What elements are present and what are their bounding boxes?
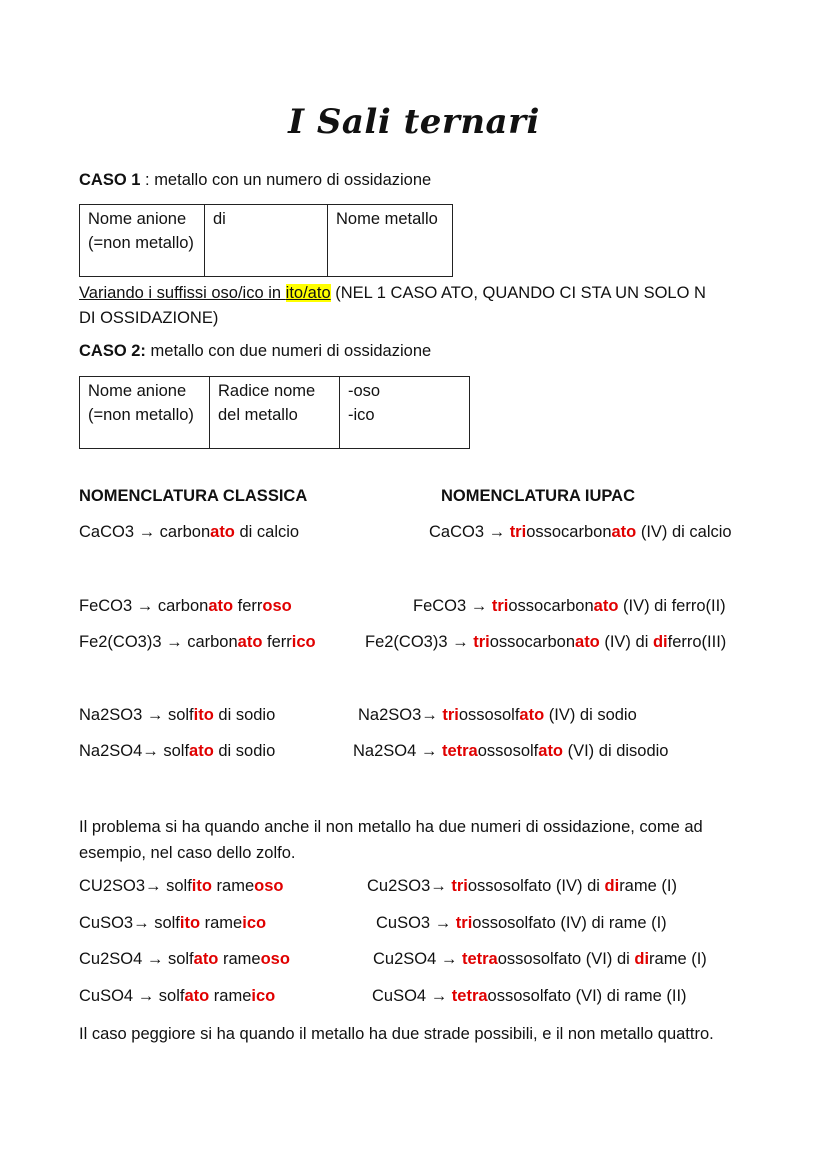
row-left: [79, 950, 290, 969]
caso2-text: metallo con due numeri di ossidazione: [145, 342, 432, 360]
suffix-highlight: tri: [455, 914, 473, 932]
formula-text: Na2SO4 →: [353, 742, 442, 760]
suffix-highlight: tri: [491, 597, 509, 615]
caso2-heading: [79, 342, 431, 361]
formula-text: ossosolfato (VI) di rame (II): [487, 987, 687, 1005]
row-right: [367, 877, 677, 896]
caso1-cell-anion: Nome anione (=non metallo): [80, 205, 205, 277]
formula-text: CuSO4 → solf: [79, 987, 185, 1005]
formula-text: ossosolfato (IV) di rame (I): [472, 914, 667, 932]
suffix-highlight: ito: [191, 877, 212, 895]
formula-text: Cu2SO3→: [367, 877, 452, 895]
caso1-label: CASO 1: [79, 171, 141, 189]
caso1-cell-metal: Nome metallo: [328, 205, 453, 277]
row-left: [79, 633, 316, 652]
row-right: [429, 523, 732, 542]
note-underlined: Variando i suffissi oso/ico in: [79, 284, 286, 302]
note-rest-2: DI OSSIDAZIONE): [79, 309, 219, 327]
suffix-highlight: ato: [210, 523, 235, 541]
suffix-highlight: tetra: [441, 742, 478, 760]
caso2-cell-radice: Radice nome del metallo: [210, 377, 340, 449]
header-classica: NOMENCLATURA CLASSICA: [79, 487, 308, 505]
formula-text: ferr: [233, 597, 263, 615]
formula-text: rame: [218, 950, 261, 968]
formula-text: (IV) di ferro(II): [618, 597, 726, 615]
suffix-highlight: tri: [451, 877, 468, 895]
formula-text: FeCO3 →: [413, 597, 492, 615]
suffix-highlight: ato: [193, 950, 219, 968]
suffix-highlight: ato: [611, 523, 637, 541]
suffix-highlight: ato: [237, 633, 263, 651]
caso2-label: CASO 2:: [79, 342, 146, 360]
formula-text: di sodio: [213, 742, 276, 760]
formula-text: ossosolf: [458, 706, 520, 724]
formula-text: CU2SO3→ solf: [79, 877, 192, 895]
formula-text: (IV) di sodio: [544, 706, 637, 724]
note-highlight: ito/ato: [285, 284, 331, 302]
suffix-highlight: ito: [179, 914, 201, 932]
formula-text: rame (I): [649, 950, 707, 968]
suffix-highlight: oso: [260, 950, 290, 968]
row-right: [413, 597, 726, 616]
note-rest-1: (NEL 1 CASO ATO, QUANDO CI STA UN SOLO N: [330, 284, 706, 302]
row-left: [79, 877, 284, 896]
row-right: [373, 950, 707, 969]
formula-text: rame: [211, 877, 255, 895]
suffix-highlight: di: [652, 633, 668, 651]
caso1-cell-di: di: [205, 205, 328, 277]
formula-text: ossocarbon: [508, 597, 594, 615]
caso1-text: : metallo con un numero di ossidazione: [140, 171, 432, 189]
header-iupac: NOMENCLATURA IUPAC: [441, 487, 636, 505]
formula-text: (IV) di calcio: [636, 523, 732, 541]
row-right: [353, 742, 668, 761]
formula-text: ferro(III): [667, 633, 727, 651]
formula-text: ossocarbon: [526, 523, 612, 541]
formula-text: rame (I): [619, 877, 677, 895]
row-left: [79, 742, 275, 761]
suffix-highlight: oso: [262, 597, 292, 615]
suffix-highlight: ato: [538, 742, 564, 760]
suffix-highlight: ico: [291, 633, 316, 651]
suffix-highlight: ato: [184, 987, 210, 1005]
formula-text: ossocarbon: [489, 633, 576, 651]
formula-text: Na2SO3 → solf: [79, 706, 194, 724]
formula-text: ossosolf: [477, 742, 539, 760]
formula-text: CuSO3 →: [376, 914, 456, 932]
caso2-table: [79, 376, 470, 449]
formula-text: CaCO3 →: [429, 523, 510, 541]
suffix-highlight: tri: [442, 706, 459, 724]
formula-text: rame: [209, 987, 252, 1005]
row-left: [79, 523, 299, 542]
suffix-highlight: tri: [473, 633, 490, 651]
caso1-note: [79, 281, 706, 331]
formula-text: CuSO3→ solf: [79, 914, 180, 932]
suffix-highlight: ato: [519, 706, 545, 724]
suffix-highlight: ato: [575, 633, 600, 651]
suffix-highlight: di: [604, 877, 620, 895]
suffix-highlight: ito: [193, 706, 214, 724]
formula-text: Fe2(CO3)3 → carbon: [79, 633, 238, 651]
suffix-highlight: di: [634, 950, 650, 968]
formula-text: ferr: [262, 633, 292, 651]
formula-text: Cu2SO4 → solf: [79, 950, 194, 968]
formula-text: Na2SO3→: [358, 706, 443, 724]
formula-text: Cu2SO4 →: [373, 950, 462, 968]
suffix-highlight: ato: [208, 597, 234, 615]
caso1-heading: [79, 171, 431, 190]
suffix-highlight: tri: [509, 523, 527, 541]
formula-text: CaCO3 → carbon: [79, 523, 211, 541]
caso1-table: [79, 204, 453, 277]
row-left: [79, 914, 266, 933]
formula-text: rame: [200, 914, 243, 932]
row-left: [79, 706, 275, 725]
problem-paragraph: Il problema si ha quando anche il non metallo ha due numeri di ossidazione, come ad esempio, nel caso dello zolfo.: [79, 818, 703, 862]
caso2-cell-suffix: -oso -ico: [340, 377, 470, 449]
row-right: [376, 914, 667, 933]
suffix-highlight: ato: [593, 597, 619, 615]
formula-text: Na2SO4→ solf: [79, 742, 190, 760]
row-right: [365, 633, 726, 652]
final-paragraph: Il caso peggiore si ha quando il metallo ha due strade possibili, e il non metallo quattro.: [79, 1025, 714, 1043]
page-title: I Sali ternari: [288, 102, 540, 142]
suffix-highlight: tetra: [451, 987, 488, 1005]
suffix-highlight: ico: [251, 987, 276, 1005]
formula-text: (VI) di disodio: [563, 742, 669, 760]
formula-text: CuSO4 →: [372, 987, 452, 1005]
row-right: [358, 706, 637, 725]
formula-text: di sodio: [213, 706, 276, 724]
row-left: [79, 987, 275, 1006]
suffix-highlight: ico: [242, 914, 267, 932]
formula-text: (IV) di: [599, 633, 653, 651]
formula-text: di calcio: [234, 523, 300, 541]
suffix-highlight: ato: [189, 742, 214, 760]
formula-text: ossosolfato (IV) di: [467, 877, 605, 895]
caso2-cell-anion: Nome anione (=non metallo): [80, 377, 210, 449]
formula-text: Fe2(CO3)3 →: [365, 633, 474, 651]
suffix-highlight: tetra: [461, 950, 498, 968]
formula-text: FeCO3 → carbon: [79, 597, 209, 615]
formula-text: ossosolfato (VI) di: [497, 950, 635, 968]
row-left: [79, 597, 292, 616]
row-right: [372, 987, 687, 1006]
suffix-highlight: oso: [254, 877, 284, 895]
